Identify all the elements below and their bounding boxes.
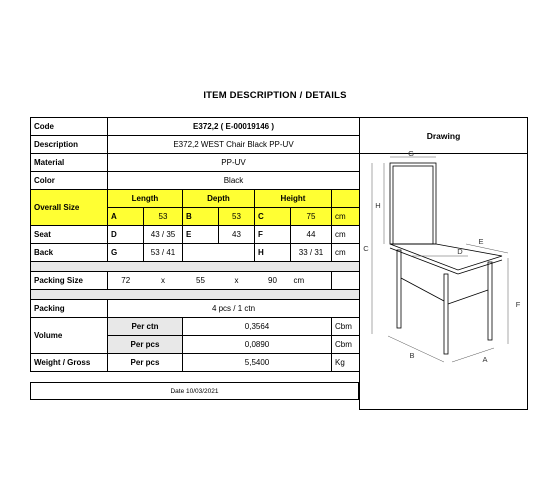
volume-per-ctn-unit: Cbm (332, 318, 360, 336)
spec-table (30, 117, 360, 372)
page-title: ITEM DESCRIPTION / DETAILS (203, 90, 347, 101)
volume-per-pcs-unit: Cbm (332, 336, 360, 354)
seat-e-letter: E (183, 226, 219, 244)
leg-front-right (488, 262, 492, 340)
seat-row (31, 226, 360, 244)
label-g: G (408, 149, 414, 158)
backrest-inner (393, 166, 433, 244)
material-row (31, 154, 360, 172)
volume-per-pcs-value: 0,0890 (183, 336, 332, 354)
weight-per-pcs-label: Per pcs (108, 354, 183, 372)
label-d: D (457, 247, 463, 256)
length-header: Length (108, 190, 183, 208)
code-label: Code (31, 118, 108, 136)
description-label: Description (31, 136, 108, 154)
weight-label: Weight / Gross (31, 354, 108, 372)
packing-size-x1: x (144, 272, 183, 290)
overall-size-unit: cm (332, 208, 360, 226)
seat-d-value: 43 / 35 (144, 226, 183, 244)
volume-per-pcs-label: Per pcs (108, 336, 183, 354)
overall-size-header-row (31, 190, 360, 208)
date-footer: Date 10/03/2021 (30, 382, 359, 400)
label-e: E (478, 237, 484, 246)
seat-e-value: 43 (219, 226, 255, 244)
weight-value: 5,5400 (183, 354, 332, 372)
back-h-letter: H (255, 244, 291, 262)
spacer-row (31, 290, 360, 300)
weight-unit: Kg (332, 354, 360, 372)
back-row (31, 244, 360, 262)
code-row (31, 118, 360, 136)
height-header: Height (255, 190, 332, 208)
depth-value: 53 (219, 208, 255, 226)
back-empty-cell (183, 244, 255, 262)
label-c: C (363, 244, 369, 253)
drawing-panel (359, 117, 528, 410)
label-h: H (375, 201, 381, 210)
height-value: 75 (291, 208, 332, 226)
description-row (31, 136, 360, 154)
drawing-header: Drawing (360, 118, 527, 154)
packing-size-label: Packing Size (31, 272, 108, 290)
back-g-value: 53 / 41 (144, 244, 183, 262)
packing-size-height: 90 (255, 272, 291, 290)
leg-front-left (444, 274, 448, 354)
backrest-outline (390, 163, 436, 244)
depth-header: Depth (183, 190, 255, 208)
label-f: F (515, 300, 521, 309)
seat-f-letter: F (255, 226, 291, 244)
packing-size-x2: x (219, 272, 255, 290)
chair-drawing (360, 149, 527, 409)
weight-row (31, 354, 360, 372)
back-label: Back (31, 244, 108, 262)
volume-ctn-row (31, 318, 360, 336)
color-label: Color (31, 172, 108, 190)
seat-unit: cm (332, 226, 360, 244)
material-label: Material (31, 154, 108, 172)
seat-d-letter: D (108, 226, 144, 244)
label-a: A (482, 355, 488, 364)
length-letter: A (108, 208, 144, 226)
back-h-value: 33 / 31 (291, 244, 332, 262)
spacer-row (31, 262, 360, 272)
code-value: E372,2 ( E-00019146 ) (108, 118, 360, 136)
packing-size-row (31, 272, 360, 290)
volume-label: Volume (31, 318, 108, 354)
material-value: PP-UV (108, 154, 360, 172)
back-g-letter: G (108, 244, 144, 262)
overall-size-label: Overall Size (31, 190, 108, 226)
chair-outline (390, 163, 502, 354)
packing-size-unit: cm (291, 272, 332, 290)
volume-per-ctn-label: Per ctn (108, 318, 183, 336)
overall-size-unit-spacer (332, 190, 360, 208)
dimension-labels (363, 149, 520, 364)
packing-label: Packing (31, 300, 108, 318)
height-letter: C (255, 208, 291, 226)
color-value: Black (108, 172, 360, 190)
seat-label: Seat (31, 226, 108, 244)
volume-per-ctn-value: 0,3564 (183, 318, 332, 336)
label-b: B (409, 351, 415, 360)
depth-letter: B (183, 208, 219, 226)
packing-row (31, 300, 360, 318)
color-row (31, 172, 360, 190)
seat-f-value: 44 (291, 226, 332, 244)
leg-back-left (397, 250, 401, 328)
description-value: E372,2 WEST Chair Black PP-UV (108, 136, 360, 154)
packing-size-empty (332, 272, 360, 290)
back-unit: cm (332, 244, 360, 262)
packing-size-length: 72 (108, 272, 144, 290)
packing-size-width: 55 (183, 272, 219, 290)
length-value: 53 (144, 208, 183, 226)
packing-value: 4 pcs / 1 ctn (108, 300, 360, 318)
